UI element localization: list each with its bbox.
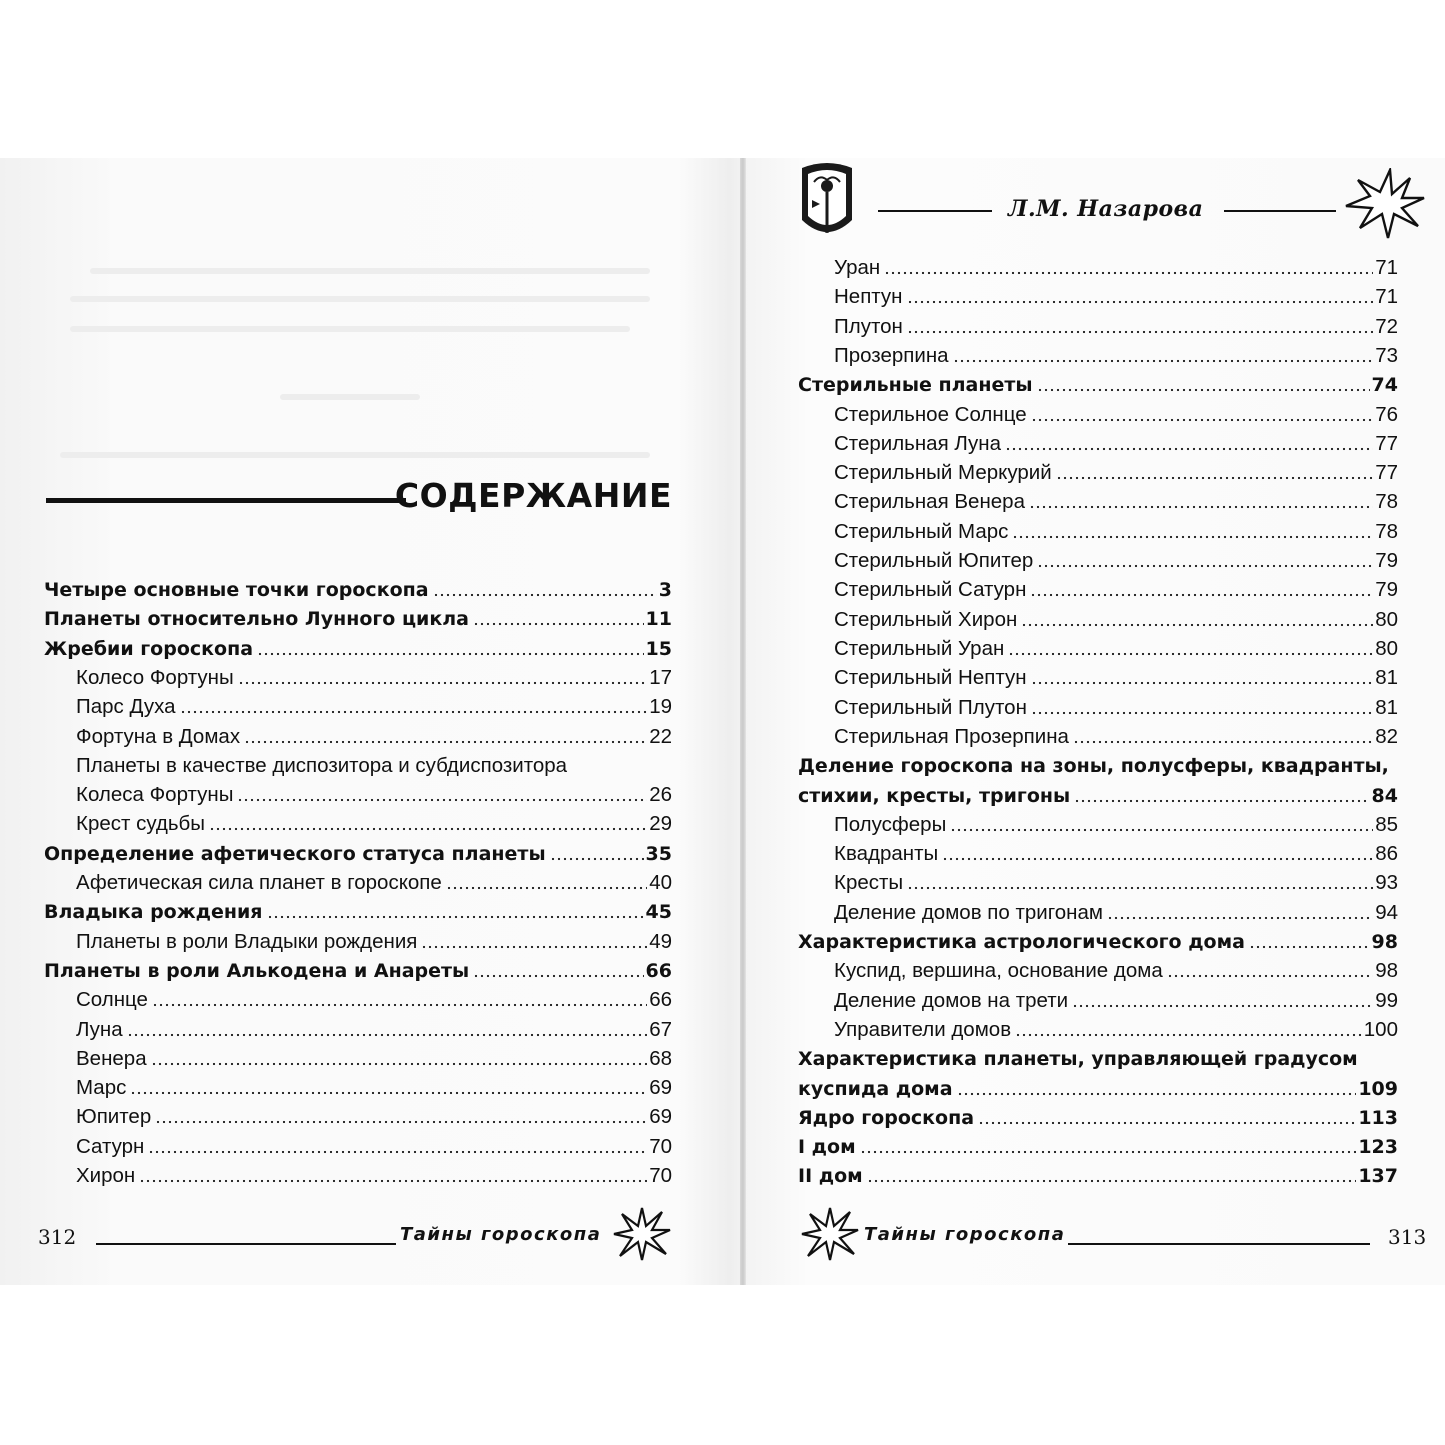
show-through [70, 296, 650, 302]
toc-page-number: 3 [658, 579, 672, 601]
toc-entry-label: Владыка рождения [44, 901, 263, 924]
toc-page-number: 98 [1375, 959, 1398, 983]
toc-section-entry [44, 953, 672, 983]
series-title: Тайны гороскопа [400, 1224, 602, 1245]
toc-page-number: 80 [1375, 607, 1398, 631]
dot-leader [1107, 916, 1373, 920]
toc-page-number: 15 [645, 637, 672, 660]
footer-rule [96, 1243, 396, 1245]
toc-page-number: 113 [1358, 1106, 1398, 1129]
toc-page-number: 22 [649, 724, 672, 748]
toc-subentry [76, 1012, 672, 1042]
toc-subentry [76, 748, 672, 778]
show-through [70, 326, 630, 332]
toc-page-number: 77 [1375, 461, 1398, 485]
toc-page-number: 109 [1358, 1078, 1398, 1101]
toc-entry-label: Стерильная Прозерпина [834, 724, 1069, 748]
toc-section-entry [798, 924, 1398, 954]
toc-entry-label: Планеты в роли Владыки рождения [76, 929, 418, 953]
toc-section-entry [798, 1129, 1398, 1159]
toc-subentry [76, 689, 672, 719]
toc-subentry [834, 631, 1398, 661]
toc-page-number: 100 [1363, 1017, 1398, 1041]
left-page [0, 158, 740, 1285]
dot-leader [1021, 623, 1373, 627]
dot-leader [1015, 1033, 1362, 1037]
show-through [90, 268, 650, 274]
toc-entry-label: Характеристика астрологического дома [798, 930, 1245, 953]
toc-page-number: 40 [649, 871, 672, 894]
dot-leader [907, 330, 1373, 334]
toc-page-number: 137 [1358, 1165, 1398, 1188]
dot-leader [907, 300, 1374, 304]
toc-page-number: 66 [645, 959, 672, 982]
toc-entry-label: Марс [76, 1076, 127, 1100]
toc-section-entry [798, 1100, 1398, 1130]
dot-leader [127, 1033, 648, 1037]
toc-entry-label: Управители домов [834, 1017, 1012, 1041]
toc-subentry [834, 543, 1398, 573]
toc-page-number: 29 [649, 812, 672, 836]
toc-page-number: 17 [649, 665, 672, 689]
dot-leader [907, 886, 1373, 890]
toc-subentry [76, 1099, 672, 1129]
toc-subentry [834, 397, 1398, 427]
page-number: 313 [1388, 1225, 1427, 1249]
toc-subentry [834, 338, 1398, 368]
toc-page-number: 86 [1375, 842, 1398, 865]
dot-leader [1037, 388, 1370, 392]
toc-entry-label: Нептун [834, 285, 903, 309]
toc-entry-label: Планеты в качестве диспозитора и субдиспозитора [76, 753, 568, 777]
dot-leader [950, 828, 1373, 832]
toc-entry-label: Планеты относительно Лунного цикла [44, 608, 470, 631]
show-through [280, 394, 420, 400]
dot-leader [1031, 681, 1374, 685]
dot-leader [257, 652, 644, 656]
toc-page-number: 80 [1375, 636, 1398, 660]
toc-page-number: 69 [649, 1105, 672, 1129]
toc-entry-label: Сатурн [76, 1134, 145, 1158]
toc-page-number: 81 [1375, 666, 1398, 690]
toc-page-number: 26 [649, 783, 672, 807]
toc-entry-label: Парс Духа [76, 695, 176, 719]
toc-entry-label: Определение афетического статуса планеты [44, 842, 546, 865]
dot-leader [130, 1091, 647, 1095]
dot-leader [1031, 711, 1373, 715]
toc-entry-label: Полусферы [834, 812, 947, 836]
toc-subentry [76, 1070, 672, 1100]
header-rule-right [1224, 210, 1336, 212]
dot-leader [860, 1150, 1357, 1154]
emblem-icon [798, 160, 856, 244]
toc-entry-label: Стерильный Нептун [834, 666, 1027, 690]
toc-subentry [76, 719, 672, 749]
toc-page-number: 71 [1375, 285, 1398, 309]
toc-page-number: 84 [1371, 785, 1398, 808]
toc-entry-label: Хирон [76, 1164, 136, 1187]
toc-subentry [834, 953, 1398, 983]
toc-entry-label: II дом [798, 1165, 863, 1188]
toc-section-entry [44, 631, 672, 661]
toc-page-number: 71 [1375, 256, 1398, 279]
toc-subentry [76, 982, 672, 1012]
toc-page-number: 68 [649, 1046, 672, 1070]
toc-entry-label: Квадранты [834, 842, 939, 865]
toc-entry-label: Юпитер [76, 1105, 152, 1129]
series-title: Тайны гороскопа [864, 1224, 1066, 1245]
toc-page-number: 70 [649, 1164, 672, 1187]
page-footer-right [746, 1218, 1445, 1258]
toc-subentry [834, 719, 1398, 749]
toc-section-entry [44, 572, 672, 602]
dot-leader [957, 1092, 1357, 1096]
toc-subentry [834, 895, 1398, 925]
toc-subentry [76, 865, 672, 895]
toc-section-entry [44, 894, 672, 924]
starburst-icon [800, 1206, 860, 1262]
dot-leader [209, 827, 647, 831]
toc-entry-label: Стерильная Луна [834, 431, 1002, 455]
toc-subentry [834, 983, 1398, 1013]
starburst-icon [612, 1206, 672, 1262]
dot-leader [1073, 740, 1373, 744]
toc-subentry [76, 924, 672, 954]
toc-page-number: 69 [649, 1076, 672, 1100]
toc-subentry [76, 777, 672, 807]
toc-subentry [76, 1041, 672, 1071]
toc-entry-label: Афетическая сила планет в гороскопе [76, 871, 442, 894]
footer-rule [1068, 1243, 1370, 1245]
toc-page-number: 82 [1375, 724, 1398, 748]
author-name: Л.М. Назарова [1008, 196, 1204, 222]
toc-entry-label: Луна [76, 1017, 123, 1041]
toc-subentry [834, 836, 1398, 866]
toc-entry-label: Стерильные планеты [798, 374, 1033, 397]
toc-subentry [834, 1012, 1398, 1042]
toc-entry-label-continued: стихии, кресты, тригоны [798, 785, 1071, 808]
toc-entry-label: Фортуна в Домах [76, 724, 241, 748]
toc-entry-label: Стерильный Плутон [834, 695, 1027, 719]
toc-entry-label: Деление домов на трети [834, 988, 1069, 1012]
dot-leader [1072, 1004, 1373, 1008]
page-footer-left [0, 1218, 740, 1258]
dot-leader [139, 1179, 647, 1183]
toc-page-number: 78 [1375, 519, 1398, 543]
toc-subentry [76, 660, 672, 690]
toc-entry-label: Стерильный Уран [834, 636, 1005, 660]
toc-entry-label: Солнце [76, 988, 148, 1012]
toc-entry-label: Стерильный Хирон [834, 607, 1018, 631]
dot-leader [155, 1120, 647, 1124]
toc-page-number: 81 [1375, 695, 1398, 719]
header-rule-left [878, 210, 992, 212]
toc-subentry [834, 660, 1398, 690]
toc-entry-label: Ядро гороскопа [798, 1106, 975, 1129]
toc-entry-label: Стерильный Сатурн [834, 578, 1027, 602]
toc-entry-label: Стерильное Солнце [834, 402, 1027, 426]
toc-page-number: 99 [1375, 988, 1398, 1012]
dot-leader [421, 945, 647, 949]
dot-leader [942, 857, 1373, 861]
toc-section-entry [798, 748, 1398, 808]
dot-leader [1056, 476, 1373, 480]
toc-entry-label: Жребии гороскопа [44, 637, 254, 660]
dot-leader [1249, 945, 1370, 949]
toc-page-number: 72 [1375, 314, 1398, 338]
dot-leader [244, 740, 647, 744]
toc-entry-label: Уран [834, 256, 881, 279]
page-number: 312 [38, 1225, 77, 1249]
toc-entry-label: Колеса Фортуны [76, 783, 234, 807]
toc-page-number: 66 [649, 988, 672, 1012]
dot-leader [180, 710, 648, 714]
dot-leader [238, 681, 647, 685]
toc-page-number: 67 [649, 1017, 672, 1041]
toc-heading: СОДЕРЖАНИЕ [394, 476, 672, 515]
toc-entry-label: Стерильный Марс [834, 519, 1009, 543]
dot-leader [473, 622, 644, 626]
toc-entry-label: Деление домов по тригонам [834, 900, 1103, 924]
dot-leader [151, 1062, 648, 1066]
toc-subentry [834, 250, 1398, 280]
toc-entry-label: Характеристика планеты, управляющей градусом [798, 1048, 1358, 1071]
toc-entry-label: I дом [798, 1136, 856, 1158]
toc-subentry [834, 279, 1398, 309]
toc-subentry [834, 690, 1398, 720]
toc-page-number: 73 [1375, 343, 1398, 367]
running-header [746, 158, 1445, 248]
dot-leader [1037, 564, 1373, 568]
dot-leader [953, 359, 1374, 363]
toc-subentry [834, 426, 1398, 456]
toc-page-number: 94 [1375, 900, 1398, 924]
toc-subentry [834, 455, 1398, 485]
toc-subentry [834, 602, 1398, 632]
dot-leader [1167, 974, 1373, 978]
dot-leader [433, 593, 657, 597]
toc-section-entry [44, 836, 672, 866]
heading-rule [46, 498, 406, 503]
toc-page-number: 77 [1375, 431, 1398, 455]
starburst-icon [1344, 168, 1426, 240]
toc-page-number: 123 [1358, 1136, 1398, 1158]
toc-entry-label: Стерильная Венера [834, 490, 1025, 514]
toc-entry-label: Прозерпина [834, 343, 949, 367]
toc-entry-label: Стерильный Меркурий [834, 461, 1052, 485]
toc-entry-label: Крест судьбы [76, 812, 206, 836]
toc-page-number: 79 [1375, 578, 1398, 602]
toc-page-number: 85 [1375, 812, 1398, 836]
toc-entry-label: Куспид, вершина, основание дома [834, 959, 1163, 983]
toc-entry-label: Плутон [834, 314, 903, 338]
toc-subentry [834, 514, 1398, 544]
show-through [60, 452, 650, 458]
dot-leader [978, 1121, 1356, 1125]
dot-leader [152, 1003, 647, 1007]
dot-leader [148, 1150, 647, 1154]
toc-page-number: 19 [649, 695, 672, 719]
toc-page-number: 35 [645, 842, 672, 865]
dot-leader [446, 886, 647, 890]
toc-subentry [834, 807, 1398, 837]
toc-subentry [76, 1158, 672, 1188]
toc-entry-label: Венера [76, 1046, 147, 1070]
toc-page-number: 93 [1375, 871, 1398, 895]
toc-entry-label: Стерильный Юпитер [834, 549, 1034, 572]
dot-leader [1030, 593, 1373, 597]
toc-entry-label: Планеты в роли Алькодена и Анареты [44, 959, 470, 982]
dot-leader [1074, 799, 1369, 803]
toc-subentry [76, 806, 672, 836]
toc-subentry [834, 484, 1398, 514]
toc-subentry [834, 572, 1398, 602]
toc-entry-label-continued: куспида дома [798, 1078, 953, 1101]
toc-subentry [834, 309, 1398, 339]
toc-entry-label: Колесо Фортуны [76, 665, 234, 689]
toc-page-number: 74 [1371, 374, 1398, 397]
toc-page-number: 11 [645, 608, 672, 631]
toc-section-entry [798, 1041, 1398, 1101]
toc-section-entry [798, 1158, 1398, 1188]
toc-section-entry [798, 367, 1398, 397]
dot-leader [237, 798, 647, 802]
toc-subentry [834, 865, 1398, 895]
dot-leader [550, 857, 644, 861]
dot-leader [1029, 505, 1373, 509]
toc-page-number: 76 [1375, 402, 1398, 426]
right-page [746, 158, 1445, 1285]
toc-entry-label: Деление гороскопа на зоны, полусферы, квадранты, [798, 755, 1389, 778]
dot-leader [473, 974, 643, 978]
toc-page-number: 45 [645, 901, 672, 924]
dot-leader [867, 1179, 1357, 1183]
dot-leader [1005, 447, 1373, 451]
toc-page-number: 78 [1375, 490, 1398, 514]
dot-leader [1031, 418, 1374, 422]
toc-page-number: 49 [649, 929, 672, 953]
toc-entry-label: Кресты [834, 871, 904, 895]
dot-leader [884, 271, 1373, 275]
toc-heading-row [46, 476, 672, 522]
toc-page-number: 98 [1371, 930, 1398, 953]
dot-leader [1012, 535, 1373, 539]
toc-page-number: 79 [1375, 549, 1398, 572]
toc-section-entry [44, 601, 672, 631]
toc-page-number: 70 [649, 1134, 672, 1158]
toc-subentry [76, 1129, 672, 1159]
dot-leader [267, 915, 644, 919]
dot-leader [1008, 652, 1373, 656]
toc-entry-label: Четыре основные точки гороскопа [44, 579, 429, 601]
